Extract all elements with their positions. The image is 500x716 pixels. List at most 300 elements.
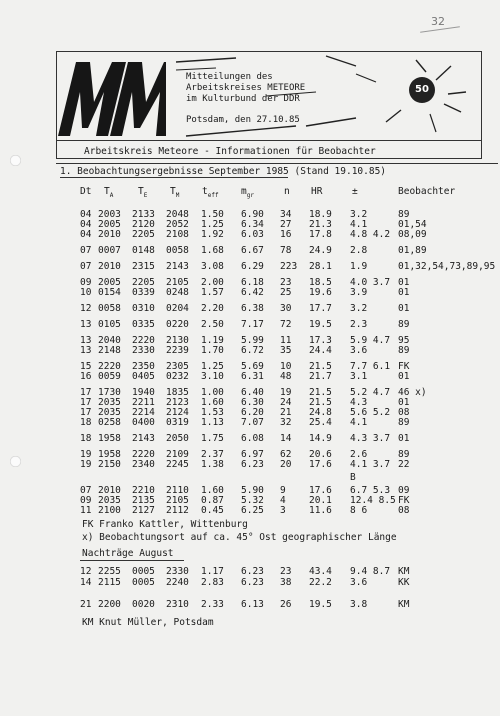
cell-pm: 5.9 4.7 xyxy=(350,335,391,346)
cell-te: 2133 xyxy=(132,209,155,220)
cell-n: 3 xyxy=(280,505,286,516)
cell-pm: 1.9 xyxy=(350,261,368,272)
cell-hr: 20.6 xyxy=(309,449,332,460)
header-date: Potsdam, den 27.10.85 xyxy=(186,115,300,125)
cell-pm: 3.6 xyxy=(350,577,368,588)
cell-dt: 10 xyxy=(80,287,92,298)
cell-hr: 21.3 xyxy=(309,219,332,230)
cell-dt: 04 xyxy=(80,219,92,230)
cell-pm: 3.6 xyxy=(350,345,368,356)
cell-obs: 01 xyxy=(398,397,410,408)
cell-tm: 2105 xyxy=(166,277,189,288)
cell-teff: 1.60 xyxy=(201,485,224,496)
cell-dt: 21 xyxy=(80,599,92,610)
cell-te: 2120 xyxy=(132,219,155,230)
footer-note: KM Knut Müller, Potsdam xyxy=(82,617,214,628)
cell-mgr: 6.40 xyxy=(241,387,264,398)
cell-teff: 2.50 xyxy=(201,319,224,330)
cell-dt: 11 xyxy=(80,505,92,516)
cell-dt: 07 xyxy=(80,245,92,256)
cell-mgr: 6.38 xyxy=(241,303,264,314)
cell-dt: 17 xyxy=(80,407,92,418)
cell-dt: 07 xyxy=(80,485,92,496)
cell-mgr: 6.08 xyxy=(241,433,264,444)
cell-mgr: 6.20 xyxy=(241,407,264,418)
cell-n: 23 xyxy=(280,566,292,577)
note-x: x) Beobachtungsort auf ca. 45° Ost geographischer Länge xyxy=(82,532,397,543)
cell-teff: 1.00 xyxy=(201,387,224,398)
cell-te: 2214 xyxy=(132,407,155,418)
cell-pm: B xyxy=(350,472,356,483)
cell-ta: 0007 xyxy=(98,245,121,256)
cell-obs: KM xyxy=(398,599,410,610)
cell-hr: 18.5 xyxy=(309,277,332,288)
cell-n: 9 xyxy=(280,485,286,496)
cell-hr: 17.6 xyxy=(309,459,332,470)
cell-ta: 0105 xyxy=(98,319,121,330)
cell-dt: 19 xyxy=(80,459,92,470)
column-header-tm: $T_M$ xyxy=(170,186,180,199)
cell-dt: 17 xyxy=(80,387,92,398)
cell-mgr: 7.07 xyxy=(241,417,264,428)
header-line: Arbeitskreises METEORE xyxy=(186,83,306,93)
cell-hr: 19.5 xyxy=(309,599,332,610)
cell-dt: 07 xyxy=(80,261,92,272)
cell-teff: 1.92 xyxy=(201,229,224,240)
cell-ta: 0154 xyxy=(98,287,121,298)
column-header-dt: Dt xyxy=(80,186,92,197)
table-row xyxy=(0,319,500,330)
cell-ta: 2200 xyxy=(98,599,121,610)
cell-obs: 89 xyxy=(398,417,410,428)
table-row xyxy=(0,245,500,256)
page-number: 32 xyxy=(431,15,445,28)
table-row xyxy=(0,345,500,356)
cell-pm: 3.2 xyxy=(350,209,368,220)
cell-mgr: 6.67 xyxy=(241,245,264,256)
cell-mgr: 7.17 xyxy=(241,319,264,330)
cell-mgr: 6.03 xyxy=(241,229,264,240)
cell-obs: 08,09 xyxy=(398,229,427,240)
cell-mgr: 6.18 xyxy=(241,277,264,288)
cell-ta: 1730 xyxy=(98,387,121,398)
cell-tm: 1835 xyxy=(166,387,189,398)
cell-n: 20 xyxy=(280,459,292,470)
cell-pm: 3.1 xyxy=(350,371,368,382)
cell-te: 0405 xyxy=(132,371,155,382)
cell-obs: 01 xyxy=(398,287,410,298)
cell-tm: 2108 xyxy=(166,229,189,240)
cell-ta: 2255 xyxy=(98,566,121,577)
cell-pm: 4.3 3.7 xyxy=(350,433,391,444)
table-row xyxy=(0,505,500,516)
cell-teff: 1.53 xyxy=(201,407,224,418)
cell-te: 1940 xyxy=(132,387,155,398)
cell-obs: KK xyxy=(398,577,410,588)
cell-teff: 1.25 xyxy=(201,219,224,230)
cell-mgr: 6.34 xyxy=(241,219,264,230)
cell-obs: 89 xyxy=(398,345,410,356)
cell-teff: 1.75 xyxy=(201,433,224,444)
header-line: Mitteilungen des xyxy=(186,72,273,82)
cell-obs: KM xyxy=(398,566,410,577)
cell-teff: 1.38 xyxy=(201,459,224,470)
cell-tm: 0058 xyxy=(166,245,189,256)
cell-mgr: 6.23 xyxy=(241,566,264,577)
cell-hr: 24.4 xyxy=(309,345,332,356)
cell-tm: 2110 xyxy=(166,485,189,496)
cell-teff: 1.17 xyxy=(201,566,224,577)
cell-mgr: 6.13 xyxy=(241,599,264,610)
cell-obs: 01,89 xyxy=(398,245,427,256)
cell-tm: 0220 xyxy=(166,319,189,330)
section-divider xyxy=(56,163,498,164)
cell-n: 34 xyxy=(280,209,292,220)
cell-ta: 2003 xyxy=(98,209,121,220)
cell-n: 78 xyxy=(280,245,292,256)
cell-obs: 01 xyxy=(398,371,410,382)
column-header-teff: $t_{eff}$ xyxy=(202,186,219,199)
cell-n: 19 xyxy=(280,387,292,398)
cell-hr: 21.7 xyxy=(309,371,332,382)
cell-mgr: 6.42 xyxy=(241,287,264,298)
cell-pm: 6.7 5.3 xyxy=(350,485,391,496)
cell-obs: 01,54 xyxy=(398,219,427,230)
cell-n: 16 xyxy=(280,229,292,240)
cell-ta: 1958 xyxy=(98,433,121,444)
table-row xyxy=(0,433,500,444)
cell-pm: 3.8 xyxy=(350,599,368,610)
cell-dt: 09 xyxy=(80,277,92,288)
cell-hr: 43.4 xyxy=(309,566,332,577)
cell-obs: 01,32,54,73,89,95 xyxy=(398,261,496,272)
cell-hr: 21.5 xyxy=(309,387,332,398)
cell-mgr: 5.32 xyxy=(241,495,264,506)
cell-hr: 24.8 xyxy=(309,407,332,418)
cell-dt: 04 xyxy=(80,209,92,220)
table-row xyxy=(0,417,500,428)
cell-n: 62 xyxy=(280,449,292,460)
cell-mgr: 6.23 xyxy=(241,459,264,470)
cell-pm: 12.4 8.5 xyxy=(350,495,396,506)
cell-tm: 0248 xyxy=(166,287,189,298)
cell-te: 0005 xyxy=(132,577,155,588)
cell-n: 11 xyxy=(280,335,292,346)
table-row xyxy=(0,287,500,298)
cell-dt: 13 xyxy=(80,345,92,356)
cell-obs: 01 xyxy=(398,277,410,288)
cell-dt: 13 xyxy=(80,335,92,346)
cell-ta: 1958 xyxy=(98,449,121,460)
cell-hr: 11.6 xyxy=(309,505,332,516)
cell-mgr: 6.90 xyxy=(241,209,264,220)
column-header-plusminus: ± xyxy=(352,186,358,197)
nachtraege-underline xyxy=(80,560,184,561)
table-row xyxy=(0,371,500,382)
cell-teff: 2.00 xyxy=(201,277,224,288)
cell-dt: 12 xyxy=(80,303,92,314)
cell-n: 223 xyxy=(280,261,298,272)
cell-tm: 2048 xyxy=(166,209,189,220)
header-line: im Kulturbund der DDR xyxy=(186,94,300,104)
cell-hr: 17.6 xyxy=(309,485,332,496)
cell-mgr: 6.72 xyxy=(241,345,264,356)
cell-tm: 2143 xyxy=(166,261,189,272)
cell-pm: 4.8 4.2 xyxy=(350,229,391,240)
cell-te: 0005 xyxy=(132,566,155,577)
cell-n: 4 xyxy=(280,495,286,506)
table-row xyxy=(0,261,500,272)
cell-te: 2211 xyxy=(132,397,155,408)
cell-ta: 2035 xyxy=(98,407,121,418)
cell-n: 10 xyxy=(280,361,292,372)
cell-te: 2220 xyxy=(132,335,155,346)
cell-dt: 14 xyxy=(80,577,92,588)
punch-hole xyxy=(10,155,21,166)
cell-teff: 1.70 xyxy=(201,345,224,356)
column-header-te: $T_E$ xyxy=(138,186,148,199)
cell-ta: 0258 xyxy=(98,417,121,428)
cell-te: 2135 xyxy=(132,495,155,506)
cell-pm: 7.7 6.1 xyxy=(350,361,391,372)
cell-tm: 2124 xyxy=(166,407,189,418)
cell-obs: 08 xyxy=(398,407,410,418)
cell-n: 72 xyxy=(280,319,292,330)
cell-pm: 4.3 xyxy=(350,397,368,408)
section-title-underline xyxy=(60,177,288,178)
cell-teff: 1.68 xyxy=(201,245,224,256)
cell-teff: 1.60 xyxy=(201,397,224,408)
cell-dt: 19 xyxy=(80,449,92,460)
cell-ta: 2035 xyxy=(98,495,121,506)
cell-teff: 0.45 xyxy=(201,505,224,516)
cell-pm: 8 6 xyxy=(350,505,368,516)
cell-hr: 17.3 xyxy=(309,335,332,346)
table-row xyxy=(0,303,500,314)
cell-pm: 2.8 xyxy=(350,245,368,256)
cell-tm: 2245 xyxy=(166,459,189,470)
cell-obs: 01 xyxy=(398,433,410,444)
cell-obs: 46 x) xyxy=(398,387,427,398)
nachtraege-title: Nachträge August xyxy=(82,548,174,559)
cell-te: 0335 xyxy=(132,319,155,330)
cell-obs: FK xyxy=(398,495,410,506)
column-header-hr: HR xyxy=(311,186,323,197)
cell-mgr: 6.30 xyxy=(241,397,264,408)
cell-pm: 4.0 3.7 xyxy=(350,277,391,288)
cell-hr: 21.5 xyxy=(309,397,332,408)
cell-te: 2340 xyxy=(132,459,155,470)
cell-hr: 19.6 xyxy=(309,287,332,298)
subtitle: Arbeitskreis Meteore - Informationen für Beobachter xyxy=(84,146,376,157)
cell-ta: 2010 xyxy=(98,485,121,496)
cell-tm: 2112 xyxy=(166,505,189,516)
anniversary-badge: 50 xyxy=(409,77,435,103)
cell-ta: 0058 xyxy=(98,303,121,314)
cell-hr: 24.9 xyxy=(309,245,332,256)
cell-n: 25 xyxy=(280,287,292,298)
cell-n: 14 xyxy=(280,433,292,444)
cell-dt: 18 xyxy=(80,417,92,428)
cell-teff: 3.10 xyxy=(201,371,224,382)
cell-te: 0020 xyxy=(132,599,155,610)
cell-ta: 2005 xyxy=(98,219,121,230)
cell-n: 24 xyxy=(280,397,292,408)
cell-pm: 3.2 xyxy=(350,303,368,314)
cell-mgr: 5.69 xyxy=(241,361,264,372)
cell-te: 0400 xyxy=(132,417,155,428)
cell-obs: 01 xyxy=(398,303,410,314)
cell-dt: 15 xyxy=(80,361,92,372)
cell-obs: 09 xyxy=(398,485,410,496)
cell-hr: 17.7 xyxy=(309,303,332,314)
cell-mgr: 6.97 xyxy=(241,449,264,460)
column-header-beobachter: Beobachter xyxy=(398,186,456,197)
cell-obs: 08 xyxy=(398,505,410,516)
cell-mgr: 5.99 xyxy=(241,335,264,346)
cell-teff: 0.87 xyxy=(201,495,224,506)
cell-te: 2210 xyxy=(132,485,155,496)
cell-obs: 22 xyxy=(398,459,410,470)
cell-dt: 13 xyxy=(80,319,92,330)
cell-te: 0310 xyxy=(132,303,155,314)
cell-te: 2350 xyxy=(132,361,155,372)
cell-dt: 16 xyxy=(80,371,92,382)
cell-ta: 2150 xyxy=(98,459,121,470)
cell-pm: 4.1 xyxy=(350,219,368,230)
cell-ta: 2115 xyxy=(98,577,121,588)
cell-hr: 17.8 xyxy=(309,229,332,240)
cell-teff: 3.08 xyxy=(201,261,224,272)
cell-tm: 2105 xyxy=(166,495,189,506)
cell-tm: 2052 xyxy=(166,219,189,230)
cell-n: 21 xyxy=(280,407,292,418)
cell-pm: 9.4 8.7 xyxy=(350,566,391,577)
cell-tm: 2239 xyxy=(166,345,189,356)
cell-pm: 5.2 4.7 xyxy=(350,387,391,398)
cell-n: 35 xyxy=(280,345,292,356)
cell-n: 48 xyxy=(280,371,292,382)
cell-pm: 2.6 xyxy=(350,449,368,460)
cell-mgr: 6.23 xyxy=(241,577,264,588)
cell-te: 2315 xyxy=(132,261,155,272)
cell-ta: 2220 xyxy=(98,361,121,372)
cell-te: 2143 xyxy=(132,433,155,444)
cell-te: 2205 xyxy=(132,277,155,288)
cell-dt: 18 xyxy=(80,433,92,444)
cell-mgr: 5.90 xyxy=(241,485,264,496)
cell-ta: 0059 xyxy=(98,371,121,382)
cell-ta: 2040 xyxy=(98,335,121,346)
cell-hr: 20.1 xyxy=(309,495,332,506)
table-row xyxy=(0,459,500,470)
cell-tm: 2310 xyxy=(166,599,189,610)
cell-mgr: 6.31 xyxy=(241,371,264,382)
cell-mgr: 6.25 xyxy=(241,505,264,516)
cell-pm: 4.1 3.7 xyxy=(350,459,391,470)
cell-obs: 89 xyxy=(398,209,410,220)
cell-pm: 5.6 5.2 xyxy=(350,407,391,418)
cell-hr: 21.5 xyxy=(309,361,332,372)
cell-tm: 2050 xyxy=(166,433,189,444)
cell-teff: 1.50 xyxy=(201,209,224,220)
table-row xyxy=(0,566,500,577)
cell-te: 0148 xyxy=(132,245,155,256)
cell-tm: 2130 xyxy=(166,335,189,346)
cell-dt: 17 xyxy=(80,397,92,408)
cell-teff: 1.19 xyxy=(201,335,224,346)
cell-n: 38 xyxy=(280,577,292,588)
cell-hr: 28.1 xyxy=(309,261,332,272)
cell-teff: 1.57 xyxy=(201,287,224,298)
column-header-ta: $T_A$ xyxy=(104,186,114,199)
cell-mgr: 6.29 xyxy=(241,261,264,272)
cell-pm: 4.1 xyxy=(350,417,368,428)
cell-tm: 0319 xyxy=(166,417,189,428)
cell-n: 30 xyxy=(280,303,292,314)
cell-dt: 12 xyxy=(80,566,92,577)
cell-obs: 89 xyxy=(398,449,410,460)
cell-ta: 2005 xyxy=(98,277,121,288)
cell-te: 2205 xyxy=(132,229,155,240)
cell-dt: 09 xyxy=(80,495,92,506)
cell-ta: 2100 xyxy=(98,505,121,516)
cell-n: 32 xyxy=(280,417,292,428)
cell-te: 2127 xyxy=(132,505,155,516)
cell-teff: 2.33 xyxy=(201,599,224,610)
cell-tm: 2240 xyxy=(166,577,189,588)
cell-n: 26 xyxy=(280,599,292,610)
cell-tm: 2305 xyxy=(166,361,189,372)
cell-hr: 18.9 xyxy=(309,209,332,220)
cell-teff: 2.83 xyxy=(201,577,224,588)
cell-teff: 2.37 xyxy=(201,449,224,460)
cell-dt: 04 xyxy=(80,229,92,240)
cell-tm: 2123 xyxy=(166,397,189,408)
cell-tm: 2109 xyxy=(166,449,189,460)
cell-teff: 1.13 xyxy=(201,417,224,428)
cell-pm: 2.3 xyxy=(350,319,368,330)
cell-ta: 2148 xyxy=(98,345,121,356)
cell-hr: 22.2 xyxy=(309,577,332,588)
cell-obs: 95 xyxy=(398,335,410,346)
cell-ta: 2035 xyxy=(98,397,121,408)
cell-te: 2220 xyxy=(132,449,155,460)
table-row xyxy=(0,472,500,483)
note-fk: FK Franko Kattler, Wittenburg xyxy=(82,519,248,530)
cell-n: 27 xyxy=(280,219,292,230)
cell-te: 0339 xyxy=(132,287,155,298)
cell-te: 2330 xyxy=(132,345,155,356)
table-row xyxy=(0,577,500,588)
cell-hr: 19.5 xyxy=(309,319,332,330)
cell-obs: 89 xyxy=(398,319,410,330)
cell-hr: 14.9 xyxy=(309,433,332,444)
cell-pm: 3.9 xyxy=(350,287,368,298)
cell-tm: 0232 xyxy=(166,371,189,382)
cell-ta: 2010 xyxy=(98,229,121,240)
cell-hr: 25.4 xyxy=(309,417,332,428)
cell-tm: 0204 xyxy=(166,303,189,314)
cell-obs: FK xyxy=(398,361,410,372)
column-header-mgr: $m_{gr}$ xyxy=(241,186,254,199)
column-header-n: n xyxy=(284,186,290,197)
section-title: 1. Beobachtungsergebnisse September 1985 (Stand 19.10.85) xyxy=(60,166,387,177)
table-row xyxy=(0,229,500,240)
cell-n: 23 xyxy=(280,277,292,288)
cell-ta: 2010 xyxy=(98,261,121,272)
table-row xyxy=(0,599,500,610)
